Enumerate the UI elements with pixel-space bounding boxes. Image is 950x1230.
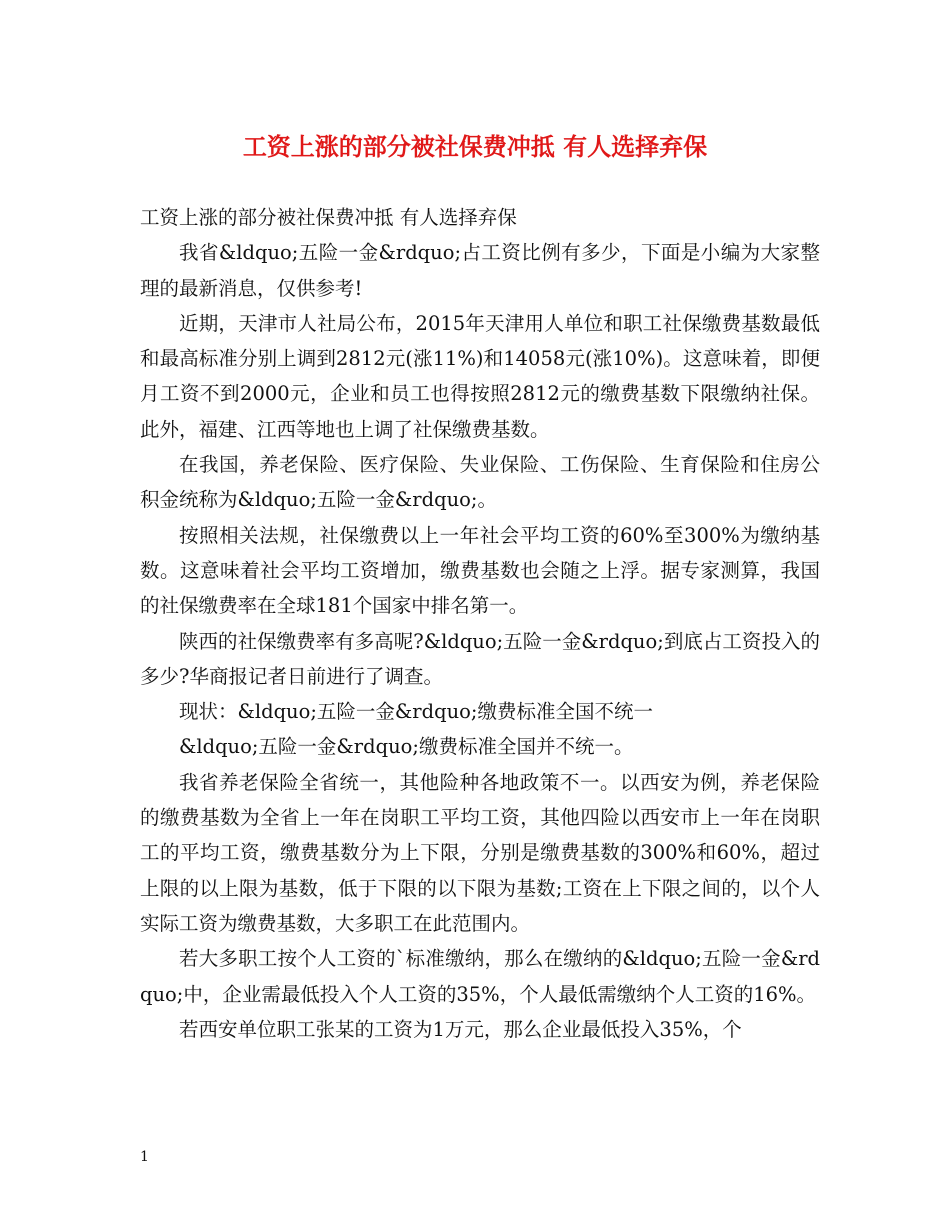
- paragraph: 若大多职工按个人工资的`标准缴纳，那么在缴纳的&ldquo;五险一金&rdquo;中，企业需最低投入个人工资的35%，个人最低需缴纳个人工资的16%。: [140, 947, 820, 1006]
- page-number: 1: [140, 1149, 149, 1165]
- document-body: [140, 200, 820, 1047]
- paragraph: 陕西的社保缴费率有多高呢?&ldquo;五险一金&rdquo;到底占工资投入的多少?华商报记者日前进行了调查。: [140, 629, 820, 688]
- section-heading: 现状：&ldquo;五险一金&rdquo;缴费标准全国不统一: [179, 700, 653, 724]
- paragraph: 按照相关法规，社保缴费以上一年社会平均工资的60%至300%为缴纳基数。这意味着社会平均工资增加，缴费基数也会随之上浮。据专家测算，我国的社保缴费率在全球181个国家中排名第一。: [140, 523, 820, 618]
- paragraph: 近期，天津市人社局公布，2015年天津用人单位和职工社保缴费基数最低和最高标准分别上调到2812元(涨11%)和14058元(涨10%)。这意味着，即便月工资不到2000元，企业和员工也得按照2812元的缴费基数下限缴纳社保。此外，福建、江西等地也上调了社保缴费基数。: [140, 311, 820, 441]
- paragraph: 我省养老保险全省统一，其他险种各地政策不一。以西安为例，养老保险的缴费基数为全省上一年在岗职工平均工资，其他四险以西安市上一年在岗职工的平均工资，缴费基数分为上下限，分别是缴费基数的300%和60%，超过上限的以上限为基数，低于下限的以下限为基数;工资在上下限之间的，以个人实际工资为缴费基数，大多职工在此范围内。: [140, 770, 820, 935]
- paragraph: 我省&ldquo;五险一金&rdquo;占工资比例有多少，下面是小编为大家整理的最新消息，仅供参考!: [140, 241, 820, 300]
- subtitle-line: 工资上涨的部分被社保费冲抵 有人选择弃保: [140, 206, 517, 229]
- document-title: 工资上涨的部分被社保费冲抵 有人选择弃保: [242, 133, 708, 161]
- paragraph: 在我国，养老保险、医疗保险、失业保险、工伤保险、生育保险和住房公积金统称为&ldquo;五险一金&rdquo;。: [140, 453, 820, 512]
- paragraph: &ldquo;五险一金&rdquo;缴费标准全国并不统一。: [179, 735, 634, 759]
- paragraph: 若西安单位职工张某的工资为1万元，那么企业最低投入35%，个: [179, 1017, 742, 1041]
